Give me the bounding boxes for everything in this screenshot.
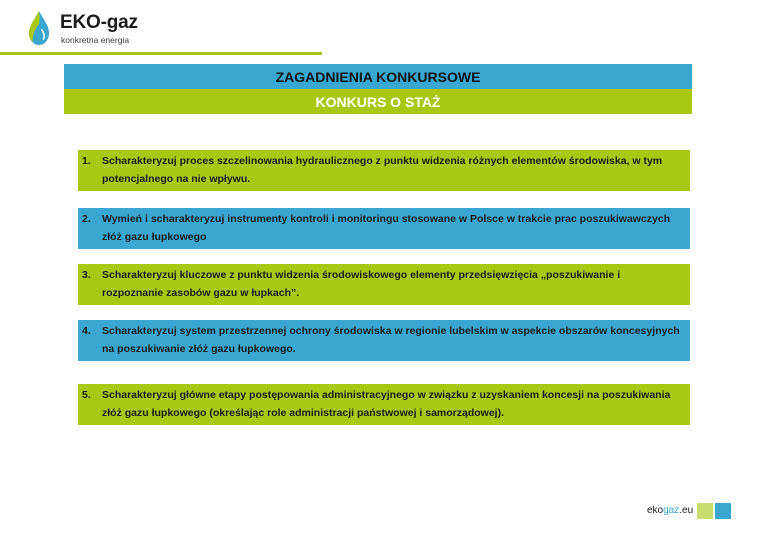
question-item-3 bbox=[78, 264, 690, 305]
question-item-2 bbox=[78, 208, 690, 249]
footer-url-gaz: gaz bbox=[663, 505, 680, 516]
banner-subtitle: KONKURS O STAŻ bbox=[64, 89, 692, 114]
footer-url bbox=[647, 505, 693, 516]
header-divider bbox=[0, 52, 322, 55]
question-number: 5. bbox=[82, 389, 91, 401]
question-text: Scharakteryzuj główne etapy postępowania administracyjnego w związku z uzyskaniem koncesji na poszukiwania złóż gazu łupkowego (określając role administracji państwowej i samorządowej). bbox=[102, 389, 671, 419]
question-text: Wymień i scharakteryzuj instrumenty kontroli i monitoringu stosowane w Polsce w trakcie prac poszukiwawczych złóż gazu łupkowego bbox=[102, 213, 671, 243]
question-number: 2. bbox=[82, 213, 91, 225]
footer-square-blue bbox=[715, 503, 731, 519]
question-text: Scharakteryzuj system przestrzennej ochrony środowiska w regionie lubelskim w aspekcie obszarów koncesyjnych na poszukiwanie złóż gazu łupkowego. bbox=[102, 325, 680, 355]
question-number: 1. bbox=[82, 155, 91, 167]
logo-title: EKO-gaz bbox=[60, 12, 138, 33]
question-text: Scharakteryzuj proces szczelinowania hydraulicznego z punktu widzenia różnych elementów środowiska, w tym potencjalnego na nie wpływu. bbox=[102, 155, 663, 185]
question-item-5 bbox=[78, 384, 690, 425]
footer-url-eko: eko bbox=[647, 505, 664, 516]
question-item-4 bbox=[78, 320, 690, 361]
banner-title: ZAGADNIENIA KONKURSOWE bbox=[64, 64, 692, 89]
logo-subtitle: konkretna energia bbox=[61, 35, 130, 45]
question-number: 4. bbox=[82, 325, 91, 337]
question-number: 3. bbox=[82, 269, 91, 281]
footer-square-green bbox=[697, 503, 713, 519]
question-item-1 bbox=[78, 150, 690, 191]
title-banner bbox=[64, 64, 692, 114]
drop-logo-icon bbox=[27, 10, 51, 46]
question-text: Scharakteryzuj kluczowe z punktu widzenia środowiskowego elementy przedsięwzięcia „poszukiwanie i rozpoznanie zasobów gazu w łupkach”. bbox=[102, 269, 621, 299]
footer-url-domain: .eu bbox=[679, 505, 694, 516]
